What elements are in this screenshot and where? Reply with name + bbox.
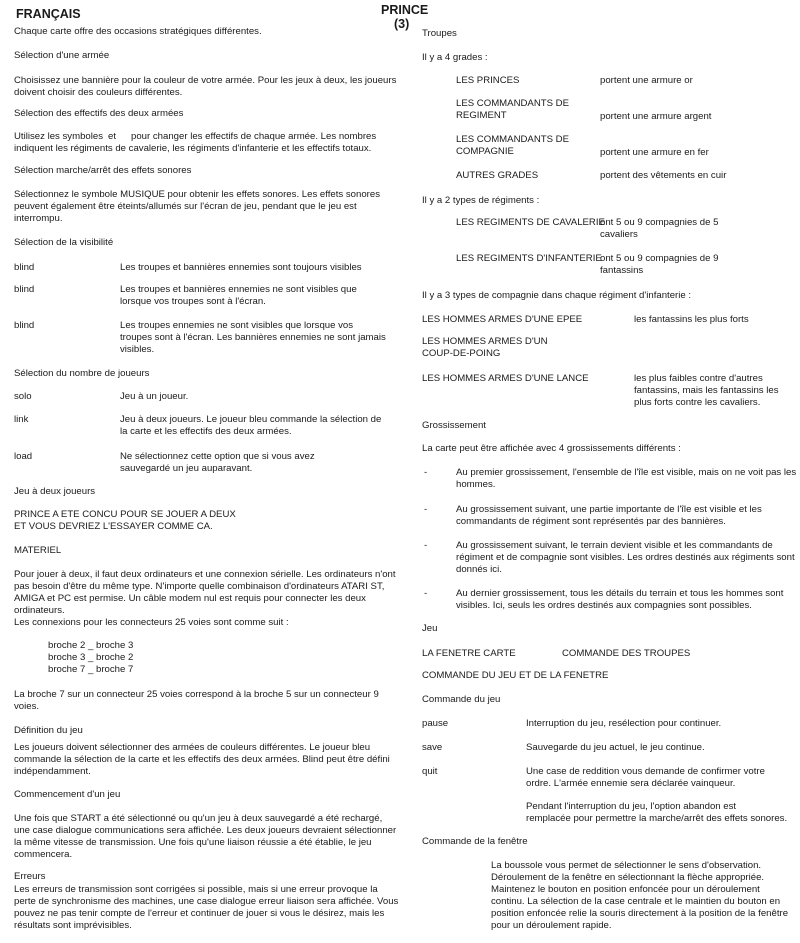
option-desc: lorsque vos troupes sont à l'écran. [120,296,266,307]
option-desc: Les troupes et bannières ennemies ne sont visibles que [120,284,357,295]
paragraph-line: Pour jouer à deux, il faut deux ordinateurs et une connexion sérielle. Les ordinateurs n'ont [14,569,396,580]
grade-desc: portent une armure en fer [600,147,709,158]
bullet: - [424,588,428,599]
paragraph-line: pas besoin d'être du même type. N'importe quelle combinaison d'ordinateurs ATARI ST, [14,581,385,592]
paragraph-line: indépendamment. [14,766,91,777]
option-key: blind [14,320,35,331]
bullet: - [424,467,428,478]
section-heading: Sélection d'une armée [14,50,110,61]
option-desc: Ne sélectionnez cette option que si vous avez [120,451,315,462]
regiment-desc: cavaliers [600,229,638,240]
paragraph-line: commencera. [14,849,73,860]
paragraph-line: Utilisez les symboles [14,131,104,142]
paragraph-line: perte de synchronisme des machines, une case dialogue erreur liaison sera affichée. Vous [14,896,399,907]
grade-name: LES PRINCES [456,75,520,86]
command-desc: ordre. L'armée ennemie sera déclarée vainqueur. [526,778,736,789]
paragraph-line: La boussole vous permet de sélectionner le sens d'observation. [491,860,762,871]
paragraph-line: Les joueurs doivent sélectionner des armées de couleurs différentes. Le joueur bleu [14,742,371,753]
option-desc: visibles. [120,344,155,355]
caps-line: ET VOUS DEVRIEZ L'ESSAYER COMME CA. [14,521,213,532]
zoom-text: commandants de régiment sont représentés par des bannières. [456,516,726,527]
option-desc: sauvegardé un jeu auparavant. [120,463,253,474]
paragraph-line: Choisissez une bannière pour la couleur de votre armée. Pour les jeux à deux, les joueurs [14,75,397,86]
section-heading: Commencement d'un jeu [14,789,121,800]
grade-name: LES COMMANDANTS DE [456,134,570,145]
section-heading: Erreurs [14,871,46,882]
section-heading: Troupes [422,28,457,39]
section-heading: Grossissement [422,420,486,431]
grade-name: LES COMMANDANTS DE [456,98,570,109]
option-desc: la carte et les effectifs des deux armées. [120,426,292,437]
zoom-text: hommes. [456,479,496,490]
caps-line: COMMANDE DU JEU ET DE LA FENETRE [422,670,609,681]
paragraph-line: doivent choisir des couleurs différentes. [14,87,183,98]
paragraph-line: position enfoncée relie la souris directement à la position de la fenêtre [491,908,789,919]
page-number: (3) [394,17,410,31]
option-desc: Les troupes et bannières ennemies sont toujours visibles [120,262,362,273]
paragraph-line: Sélectionnez le symbole MUSIQUE pour obtenir les effets sonores. Les effets sonores [14,189,380,200]
paragraph-line: Les erreurs de transmission sont corrigées si possible, mais si une erreur provoque la [14,884,378,895]
paragraph-line: pour changer les effectifs de chaque armée. Les nombres [131,131,377,142]
paragraph-line: commande la sélection de la carte et les effectifs des deux armées. Blind peut être défini [14,754,390,765]
paragraph-line: Une fois que START a été sélectionné ou qu'un jeu à deux sauvegardé a été rechargé, [14,813,383,824]
intro-text: Chaque carte offre des occasions stratégiques différentes. [14,26,262,37]
regiment-desc: fantassins [600,265,644,276]
paragraph-line: Il y a 4 grades : [422,52,488,63]
language-heading: FRANÇAIS [16,7,81,21]
company-name: LES HOMMES ARMES D'UN [422,336,548,347]
option-desc: Jeu à deux joueurs. Le joueur bleu commande la sélection de [120,414,382,425]
paragraph-line: La carte peut être affichée avec 4 grossissements différents : [422,443,681,454]
section-heading: Commande du jeu [422,694,501,705]
paragraph-line: la même vitesse de transmission. Une fois qu'une liaison réussie a été établie, le jeu [14,837,372,848]
grade-desc: portent une armure or [600,75,693,86]
paragraph-line: voies. [14,701,40,712]
section-heading: Jeu [422,623,438,634]
grade-desc: portent une armure argent [600,111,712,122]
section-heading: Jeu à deux joueurs [14,486,96,497]
bullet: - [424,540,428,551]
option-key: load [14,451,33,462]
zoom-text: donnés ici. [456,564,502,575]
paragraph-line: Les connexions pour les connecteurs 25 voies sont comme suit : [14,617,289,628]
paragraph-line: une case dialogue communications sera affichée. Les deux joueurs devraient sélectionner [14,825,397,836]
section-heading: Sélection des effectifs des deux armées [14,108,184,119]
company-desc: les fantassins les plus forts [634,314,749,325]
caps-line: LA FENETRE CARTE [422,648,516,659]
company-desc: plus forts contre les cavaliers. [634,397,761,408]
paragraph-line: continu. La sélection de la case centrale et le maintien du bouton en [491,896,781,907]
command-desc: Sauvegarde du jeu actuel, le jeu continue. [526,742,705,753]
grade-name: AUTRES GRADES [456,170,539,181]
grade-name: COMPAGNIE [456,146,514,157]
paragraph-line: résultats sont imprévisibles. [14,920,132,931]
paragraph-line: remplacée pour permettre la marche/arrêt des effets sonores. [526,813,788,824]
zoom-text: Au dernier grossissement, tous les détails du terrain et tous les hommes sont [456,588,784,599]
section-heading: Définition du jeu [14,725,83,736]
game-title: PRINCE [381,3,429,17]
caps-line: COMMANDE DES TROUPES [562,648,691,659]
company-desc: les plus faibles contre d'autres [634,373,763,384]
regiment-name: LES REGIMENTS D'INFANTERIE [456,253,602,264]
paragraph-line: Déroulement de la fenêtre en sélectionnant la flèche appropriée. [491,872,765,883]
command-key: quit [422,766,438,777]
paragraph-line: ordinateurs. [14,605,65,616]
paragraph-line: Il y a 3 types de compagnie dans chaque régiment d'infanterie : [422,290,692,301]
paragraph-line: pouvez ne pas tenir compte de l'erreur et continuer de jouer si vous le désirez, mais les [14,908,385,919]
section-heading: Sélection de la visibilité [14,237,114,248]
company-name: LES HOMMES ARMES D'UNE LANCE [422,373,589,384]
paragraph-line: pour un déroulement rapide. [491,920,612,931]
pin-line: broche 3 _ broche 2 [48,652,134,663]
option-desc: troupes sont à l'écran. Les bannières ennemies ne sont jamais [120,332,386,343]
paragraph-line: indiquent les régiments de cavalerie, les régiments d'infanterie et les effectifs totaux. [14,143,372,154]
zoom-text: visibles. Ici, seuls les ordres destinés aux compagnies sont possibles. [456,600,752,611]
command-desc: Interruption du jeu, resélection pour continuer. [526,718,722,729]
paragraph-line: et [108,131,117,142]
option-key: blind [14,262,35,273]
zoom-text: Au premier grossissement, l'ensemble de l'île est visible, mais on ne voit pas les [456,467,797,478]
paragraph-line: Pendant l'interruption du jeu, l'option abandon est [526,801,737,812]
caps-line: PRINCE A ETE CONCU POUR SE JOUER A DEUX [14,509,236,520]
option-desc: Les troupes ennemies ne sont visibles que lorsque vos [120,320,354,331]
option-desc: Jeu à un joueur. [120,391,189,402]
option-key: blind [14,284,35,295]
paragraph-line: peuvent également être éteints/allumés sur l'écran de jeu, pendant que le jeu est [14,201,357,212]
paragraph-line: Il y a 2 types de régiments : [422,195,540,206]
zoom-text: Au grossissement suivant, une partie importante de l'île est visible et les [456,504,762,515]
option-key: solo [14,391,32,402]
zoom-text: Au grossissement suivant, le terrain devient visible et les commandants de [456,540,773,551]
grade-name: REGIMENT [456,110,507,121]
paragraph-line: La broche 7 sur un connecteur 25 voies correspond à la broche 5 sur un connecteur 9 [14,689,379,700]
section-heading: Sélection du nombre de joueurs [14,368,150,379]
paragraph-line: AMIGA et PC est permise. Un câble modem nul est requis pour connecter les deux [14,593,366,604]
paragraph-line: interrompu. [14,213,63,224]
bullet: - [424,504,428,515]
paragraph-line: Maintenez le bouton en position enfoncée pour un déroulement [491,884,760,895]
section-heading: Sélection marche/arrêt des effets sonores [14,165,192,176]
grade-desc: portent des vêtements en cuir [600,170,727,181]
command-key: save [422,742,443,753]
zoom-text: régiment et de compagnie sont visibles. Les ordres destinés aux régiments sont [456,552,795,563]
regiment-desc: ont 5 ou 9 compagnies de 5 [600,217,719,228]
regiment-name: LES REGIMENTS DE CAVALERIE [456,217,605,228]
company-name: COUP-DE-POING [422,348,501,359]
option-key: link [14,414,29,425]
company-name: LES HOMMES ARMES D'UNE EPEE [422,314,583,325]
command-desc: Une case de reddition vous demande de confirmer votre [526,766,765,777]
section-heading: Commande de la fenêtre [422,836,528,847]
command-key: pause [422,718,449,729]
company-desc: fantassins, mais les fantassins les [634,385,779,396]
section-heading: MATERIEL [14,545,62,556]
pin-line: broche 2 _ broche 3 [48,640,134,651]
regiment-desc: ont 5 ou 9 compagnies de 9 [600,253,719,264]
pin-line: broche 7 _ broche 7 [48,664,134,675]
